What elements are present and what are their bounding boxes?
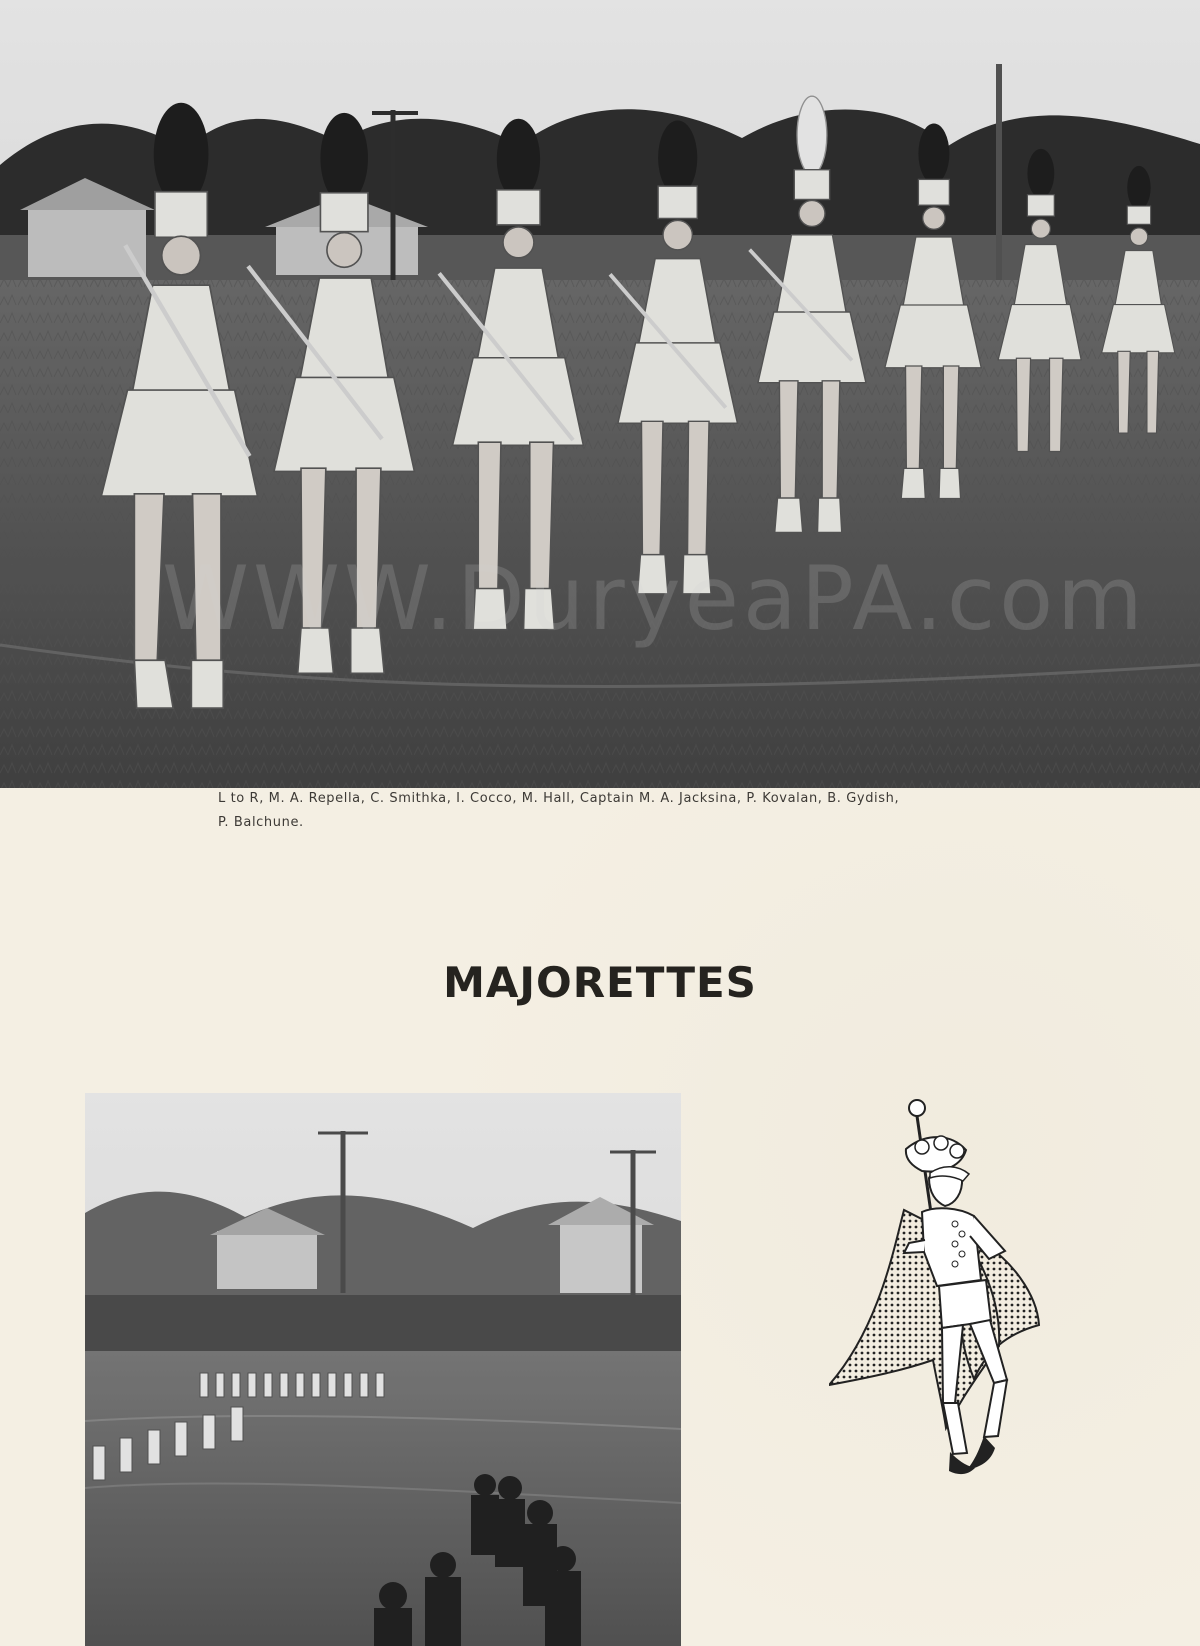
page-title: MAJORETTES (443, 958, 757, 1007)
caption-line-2: P. Balchune. (218, 815, 304, 830)
football-field-band-photo (85, 1093, 681, 1646)
photo-caption (218, 787, 1018, 835)
majorette-illustration (829, 1098, 1087, 1518)
caption-line-1: L to R, M. A. Repella, C. Smithka, I. Cocco, M. Hall, Captain M. A. Jacksina, P. Kovalan, B. Gydish, (218, 791, 900, 806)
majorettes-group-photo (0, 0, 1200, 788)
